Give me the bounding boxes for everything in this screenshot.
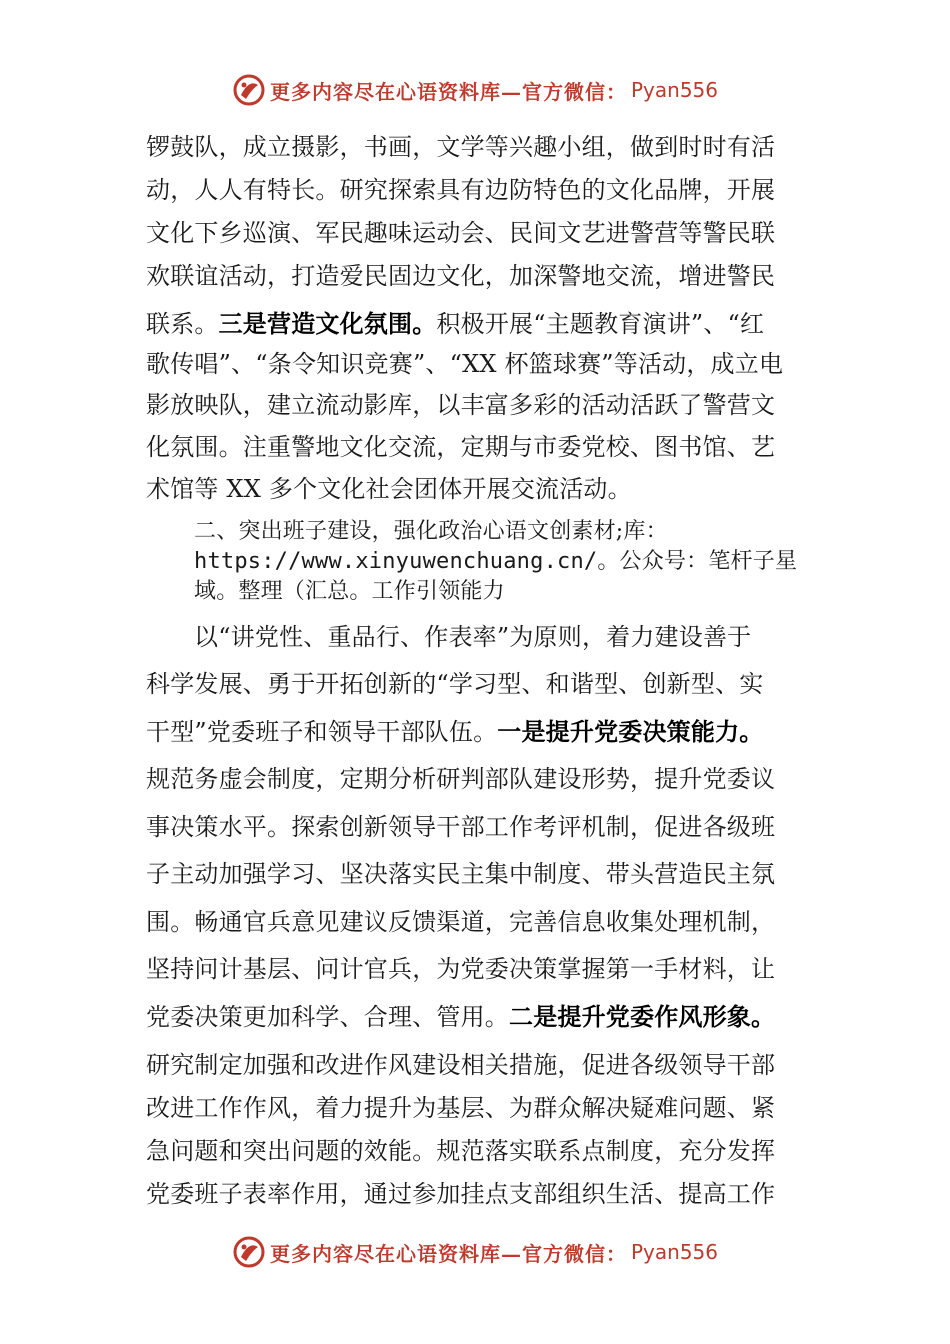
section-heading: 二、突出班子建设，强化政治心语文创素材;库： <box>194 519 668 544</box>
body-line: 影放映队，建立流动影库，以丰富多彩的活动活跃了警营文 <box>146 391 776 419</box>
body-text: 党委决策更加科学、合理、管用。 <box>146 1003 509 1031</box>
body-line: 围。畅通官兵意见建议反馈渠道，完善信息收集处理机制， <box>146 908 776 936</box>
body-text: 联系。 <box>146 310 219 338</box>
body-text: 干型”党委班子和领导干部队伍。 <box>146 718 498 746</box>
section-heading-url: https://www.xinyuwenchuang.cn/。公众号：笔杆子星 <box>194 549 798 574</box>
body-line: 研究制定加强和改进作风建设相关措施，促进各级领导干部 <box>146 1051 776 1079</box>
section-heading-cont: 域。整理（汇总。工作引领能力 <box>194 579 505 604</box>
body-line <box>146 717 763 747</box>
bold-heading: 二是提升党委作风形象。 <box>509 1003 776 1031</box>
body-line: 术馆等 XX 多个文化社会团体开展交流活动。 <box>146 475 632 503</box>
footer-banner-code: Pyan556 <box>630 1240 718 1264</box>
body-line: 子主动加强学习、坚决落实民主集中制度、带头营造民主氛 <box>146 860 776 888</box>
body-line: 坚持问计基层、问计官兵，为党委决策掌握第一手材料，让 <box>146 955 776 983</box>
body-line: 以“讲党性、重品行、作表率”为原则，着力建设善于 <box>194 623 752 651</box>
body-line: 歌传唱”、“条令知识竞赛”、“XX 杯篮球赛”等活动，成立电 <box>146 350 784 378</box>
body-text: 积极开展“主题教育演讲”、“红 <box>436 310 765 338</box>
body-line: 科学发展、勇于开拓创新的“学习型、和谐型、创新型、实 <box>146 670 764 698</box>
body-line <box>146 1002 775 1032</box>
logo-icon <box>232 73 266 107</box>
footer-banner <box>0 1232 950 1272</box>
body-line: 改进工作作风，着力提升为基层、为群众解决疑难问题、紧 <box>146 1094 776 1122</box>
bold-heading: 一是提升党委决策能力。 <box>497 718 764 746</box>
body-line: 动，人人有特长。研究探索具有边防特色的文化品牌，开展 <box>146 176 776 204</box>
body-line: 欢联谊活动，打造爱民固边文化，加深警地交流，增进警民 <box>146 262 776 290</box>
footer-banner-text: 更多内容尽在心语资料库—官方微信： <box>269 1241 627 1266</box>
body-line: 规范务虚会制度，定期分析研判部队建设形势，提升党委议 <box>146 765 776 793</box>
body-line: 文化下乡巡演、军民趣味运动会、民间文艺进警营等警民联 <box>146 219 776 247</box>
body-line <box>146 309 764 339</box>
logo-icon <box>232 1235 266 1269</box>
body-line: 事决策水平。探索创新领导干部工作考评机制，促进各级班 <box>146 813 776 841</box>
bold-heading: 三是营造文化氛围。 <box>218 310 437 338</box>
header-banner-code: Pyan556 <box>630 78 718 102</box>
body-line: 锣鼓队，成立摄影，书画，文学等兴趣小组，做到时时有活 <box>146 133 776 161</box>
header-banner-text: 更多内容尽在心语资料库—官方微信： <box>269 79 627 104</box>
body-line: 党委班子表率作用，通过参加挂点支部组织生活、提高工作 <box>146 1180 776 1208</box>
body-line: 急问题和突出问题的效能。规范落实联系点制度，充分发挥 <box>146 1137 776 1165</box>
header-banner <box>0 70 950 110</box>
body-line: 化氛围。注重警地文化交流，定期与市委党校、图书馆、艺 <box>146 433 776 461</box>
